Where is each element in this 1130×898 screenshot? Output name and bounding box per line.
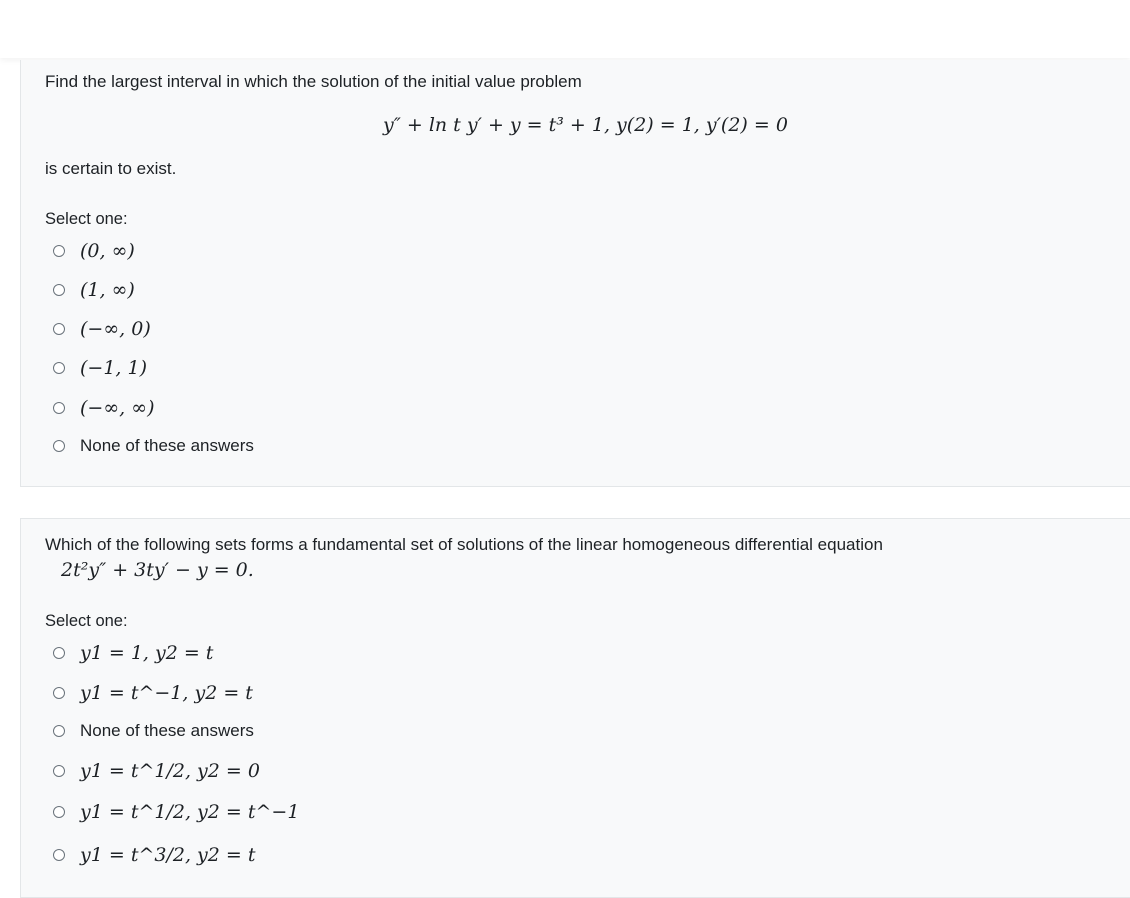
q1-option-2-label: (1, ∞) (80, 279, 135, 301)
radio-button-icon[interactable] (53, 440, 65, 452)
q1-option-2[interactable] (53, 275, 135, 305)
q2-option-4-label: y1 = t^1/2, y2 = 0 (80, 760, 260, 782)
equation-text: y″ + ln t y′ + y = t³ + 1, y(2) = 1, y′(2) = 0 (383, 114, 788, 136)
q2-option-1-label: y1 = 1, y2 = t (80, 642, 214, 664)
radio-button-icon[interactable] (53, 806, 65, 818)
question-2-intro: Which of the following sets forms a fundamental set of solutions of the linear homogeneous differential equation (45, 535, 883, 554)
question-1-outro: is certain to exist. (45, 159, 177, 178)
q1-option-6-label: None of these answers (80, 436, 254, 455)
radio-button-icon[interactable] (53, 687, 65, 699)
radio-button-icon[interactable] (53, 765, 65, 777)
question-2-select-label: Select one: (45, 612, 128, 630)
q1-option-3-label: (−∞, 0) (80, 318, 151, 340)
q2-option-2[interactable] (53, 678, 253, 708)
q2-option-3-label: None of these answers (80, 721, 254, 740)
radio-button-icon[interactable] (53, 849, 65, 861)
q1-option-1[interactable] (53, 236, 135, 266)
radio-button-icon[interactable] (53, 402, 65, 414)
q2-option-2-label: y1 = t^−1, y2 = t (80, 682, 253, 704)
question-1-select-label: Select one: (45, 210, 128, 228)
question-2-equation: 2t²y″ + 3ty′ − y = 0. (61, 559, 254, 581)
question-2-card (20, 518, 1130, 898)
radio-button-icon[interactable] (53, 647, 65, 659)
question-1-card (20, 60, 1130, 487)
radio-button-icon[interactable] (53, 284, 65, 296)
question-1-intro: Find the largest interval in which the solution of the initial value problem (45, 72, 582, 91)
q2-option-4[interactable] (53, 756, 260, 786)
q2-option-5[interactable] (53, 797, 299, 827)
q2-option-3[interactable] (53, 716, 254, 746)
q1-option-4[interactable] (53, 353, 147, 383)
top-navbar (0, 0, 1130, 58)
radio-button-icon[interactable] (53, 323, 65, 335)
q1-option-5-label: (−∞, ∞) (80, 397, 155, 419)
q2-option-1[interactable] (53, 638, 213, 668)
radio-button-icon[interactable] (53, 362, 65, 374)
q1-option-6[interactable] (53, 431, 254, 461)
q2-option-6-label: y1 = t^3/2, y2 = t (80, 844, 256, 866)
q2-option-5-label: y1 = t^1/2, y2 = t^−1 (80, 801, 300, 823)
q1-option-5[interactable] (53, 393, 154, 423)
q1-option-1-label: (0, ∞) (80, 240, 135, 262)
q2-option-6[interactable] (53, 840, 256, 870)
q1-option-3[interactable] (53, 314, 151, 344)
question-1-equation (383, 114, 788, 136)
radio-button-icon[interactable] (53, 245, 65, 257)
radio-button-icon[interactable] (53, 725, 65, 737)
q1-option-4-label: (−1, 1) (80, 357, 148, 379)
